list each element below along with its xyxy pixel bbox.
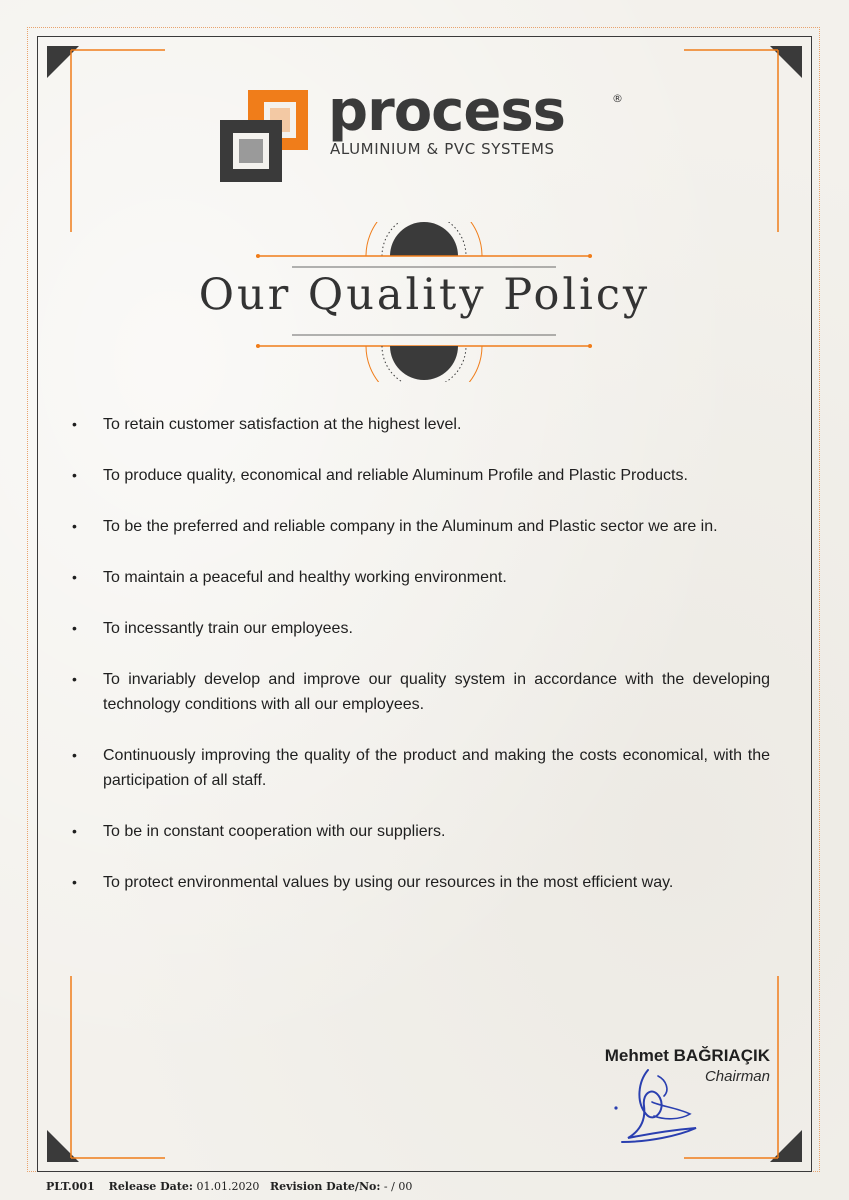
- policy-text: To maintain a peaceful and healthy working environment.: [103, 569, 507, 586]
- policy-text: To retain customer satisfaction at the highest level.: [103, 416, 462, 433]
- release-date-label: Release Date:: [108, 1180, 193, 1193]
- bullet-icon: •: [72, 874, 77, 890]
- bullet-icon: •: [72, 569, 77, 585]
- revision-value: - / 00: [383, 1180, 413, 1193]
- policy-text: Continuously improving the quality of the product and making the costs economical, with the participation of all staff.: [103, 747, 770, 789]
- logo-wordmark: process: [328, 79, 566, 144]
- policy-text: To be in constant cooperation with our suppliers.: [103, 823, 446, 840]
- bullet-icon: •: [72, 671, 77, 687]
- corner-ornament-top-left: [45, 44, 165, 234]
- list-item: [72, 743, 770, 793]
- release-date-value: 01.01.2020: [196, 1180, 260, 1193]
- revision-label: Revision Date/No:: [269, 1180, 381, 1193]
- policy-text: To produce quality, economical and reliable Aluminum Profile and Plastic Products.: [103, 467, 688, 484]
- signatory-name: Mehmet BAĞRIAÇIK: [604, 1046, 770, 1065]
- list-item: [72, 565, 770, 590]
- registered-mark: ®: [612, 92, 623, 105]
- policy-list: [72, 412, 770, 921]
- corner-ornament-top-right: [684, 44, 804, 234]
- handwritten-signature: [608, 1062, 708, 1152]
- page-title: Our Quality Policy: [198, 270, 651, 320]
- list-item: [72, 667, 770, 717]
- list-item: [72, 870, 770, 895]
- list-item: [72, 412, 770, 437]
- document-code: PLT.001: [46, 1180, 95, 1193]
- list-item: [72, 616, 770, 641]
- bullet-icon: •: [72, 467, 77, 483]
- bullet-icon: •: [72, 823, 77, 839]
- policy-text: To protect environmental values by using our resources in the most efficient way.: [103, 874, 674, 891]
- bullet-icon: •: [72, 416, 77, 432]
- list-item: [72, 819, 770, 844]
- bullet-icon: •: [72, 620, 77, 636]
- list-item: [72, 514, 770, 539]
- policy-text: To incessantly train our employees.: [103, 620, 353, 637]
- policy-text: To invariably develop and improve our quality system in accordance with the developing technology conditions with all our employees.: [103, 671, 770, 713]
- bullet-icon: •: [72, 518, 77, 534]
- logo-tagline: ALUMINIUM & PVC SYSTEMS: [330, 140, 555, 158]
- bullet-icon: •: [72, 747, 77, 763]
- list-item: [72, 463, 770, 488]
- policy-text: To be the preferred and reliable company in the Aluminum and Plastic sector we are in.: [103, 518, 718, 535]
- company-logo: [220, 79, 632, 184]
- signatory-title: Chairman: [704, 1068, 770, 1085]
- logo-mark-icon: [220, 88, 312, 184]
- corner-ornament-bottom-left: [45, 974, 165, 1164]
- document-footer: [46, 1180, 412, 1193]
